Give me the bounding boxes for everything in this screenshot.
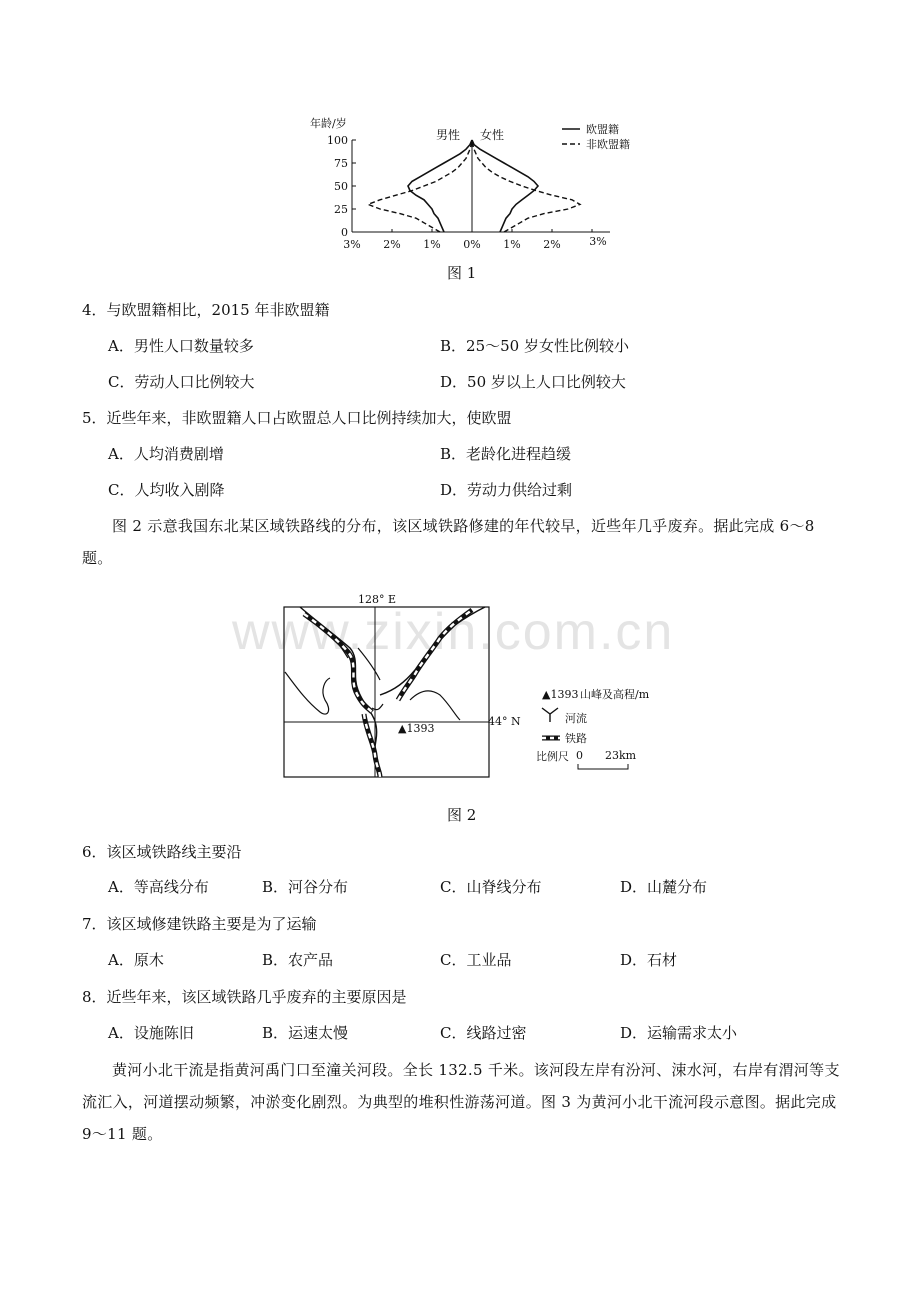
river-main — [300, 607, 378, 777]
question-4-option-d: D．50 岁以上人口比例较大 — [440, 373, 626, 391]
x-tick-label: 1% — [503, 238, 521, 251]
male-label: 男性 — [436, 128, 461, 142]
y-tick-label: 0 — [341, 226, 348, 239]
series-non-eu-male-line — [368, 140, 472, 232]
question-5-option-a: A．人均消费剧增 — [108, 445, 224, 463]
question-5-option-b: B．老龄化进程趋缓 — [440, 445, 572, 463]
x-tick-label: 2% — [383, 238, 401, 251]
legend-scale-zero: 0 — [576, 749, 583, 762]
legend-rail: 铁路 — [565, 732, 587, 745]
question-5-option-c: C．人均收入剧降 — [108, 481, 225, 499]
peak-label: ▲1393 — [398, 722, 435, 735]
longitude-label: 128° E — [358, 593, 397, 606]
female-label: 女性 — [480, 128, 505, 142]
question-8-option-d: D．运输需求太小 — [620, 1024, 738, 1042]
question-5-option-d: D．劳动力供给过剩 — [440, 481, 573, 499]
railway-map — [280, 590, 660, 782]
question-6-option-b: B．河谷分布 — [262, 878, 349, 896]
x-tick-label: 3% — [589, 235, 607, 248]
question-6-option-c: C．山脊线分布 — [440, 878, 542, 896]
y-tick-label: 100 — [327, 134, 348, 147]
question-5-stem: 5．近些年来，非欧盟籍人口占欧盟总人口比例持续加大，使欧盟 — [82, 409, 512, 427]
question-7-option-d: D．石材 — [620, 951, 678, 969]
y-axis-label: 年龄/岁 — [310, 117, 347, 130]
legend-peak: 山峰及高程/m — [580, 688, 650, 701]
question-7-stem: 7．该区域修建铁路主要是为了运输 — [82, 915, 317, 933]
watermark: www.zixin.com.cn — [232, 603, 675, 661]
question-6-option-a: A．等高线分布 — [108, 878, 209, 896]
x-tick-label: 3% — [343, 238, 361, 251]
question-6-stem: 6．该区域铁路线主要沿 — [82, 843, 242, 861]
river-branch-3 — [358, 648, 380, 680]
y-tick-label: 25 — [334, 203, 348, 216]
question-8-option-a: A．设施陈旧 — [108, 1024, 194, 1042]
x-tick-label: 1% — [423, 238, 441, 251]
population-pyramid-chart — [300, 112, 660, 257]
figure1-caption: 图 1 — [447, 264, 477, 282]
legend-scale-end: 23km — [605, 749, 637, 762]
question-7-option-b: B．农产品 — [262, 951, 334, 969]
y-tick-label: 50 — [334, 180, 348, 193]
question-8-option-b: B．运速太慢 — [262, 1024, 349, 1042]
question-6-option-d: D．山麓分布 — [620, 878, 708, 896]
intro-paragraph-figure2: 图 2 示意我国东北某区域铁路线的分布，该区域铁路修建的年代较早，近些年几乎废弃。据此完成 6～8 题。 — [82, 517, 815, 567]
figure2-caption: 图 2 — [447, 806, 477, 824]
question-7-option-c: C．工业品 — [440, 951, 512, 969]
series-eu-male-line — [408, 140, 472, 232]
legend-river-symbol — [542, 708, 558, 722]
legend-eu: 欧盟籍 — [586, 123, 619, 136]
x-tick-label: 2% — [543, 238, 561, 251]
question-4-option-c: C．劳动人口比例较大 — [108, 373, 255, 391]
legend-peak-mark: ▲1393 — [542, 688, 579, 701]
question-4-option-b: B．25～50 岁女性比例较小 — [440, 337, 629, 355]
y-tick-label: 75 — [334, 157, 348, 170]
scale-bar — [578, 764, 628, 769]
question-8-stem: 8．近些年来，该区域铁路几乎废弃的主要原因是 — [82, 988, 407, 1006]
x-tick-label: 0% — [463, 238, 481, 251]
river-east — [410, 691, 460, 720]
question-7-option-a: A．原木 — [108, 951, 164, 969]
legend-river: 河流 — [565, 712, 587, 725]
legend-scale-label: 比例尺 — [536, 750, 569, 763]
intro-paragraph-figure3: 黄河小北干流是指黄河禹门口至潼关河段。全长 132.5 千米。该河段左岸有汾河、涑水河，右岸有渭河等支流汇入，河道摆动频繁，冲淤变化剧烈。为典型的堆积性游荡河道。图 3 为黄河小北干流河段示意图。据此完成 9～11 题。 — [82, 1061, 840, 1143]
question-8-option-c: C．线路过密 — [440, 1024, 527, 1042]
river-junction — [372, 704, 383, 710]
latitude-label: 44° N — [488, 715, 521, 728]
question-4-option-a: A．男性人口数量较多 — [108, 337, 254, 355]
river-branch-2 — [285, 672, 330, 714]
legend-non-eu: 非欧盟籍 — [586, 138, 630, 151]
question-4-stem: 4．与欧盟籍相比，2015 年非欧盟籍 — [82, 301, 330, 319]
river-branch-1 — [310, 620, 348, 658]
railway-lines — [304, 610, 472, 777]
